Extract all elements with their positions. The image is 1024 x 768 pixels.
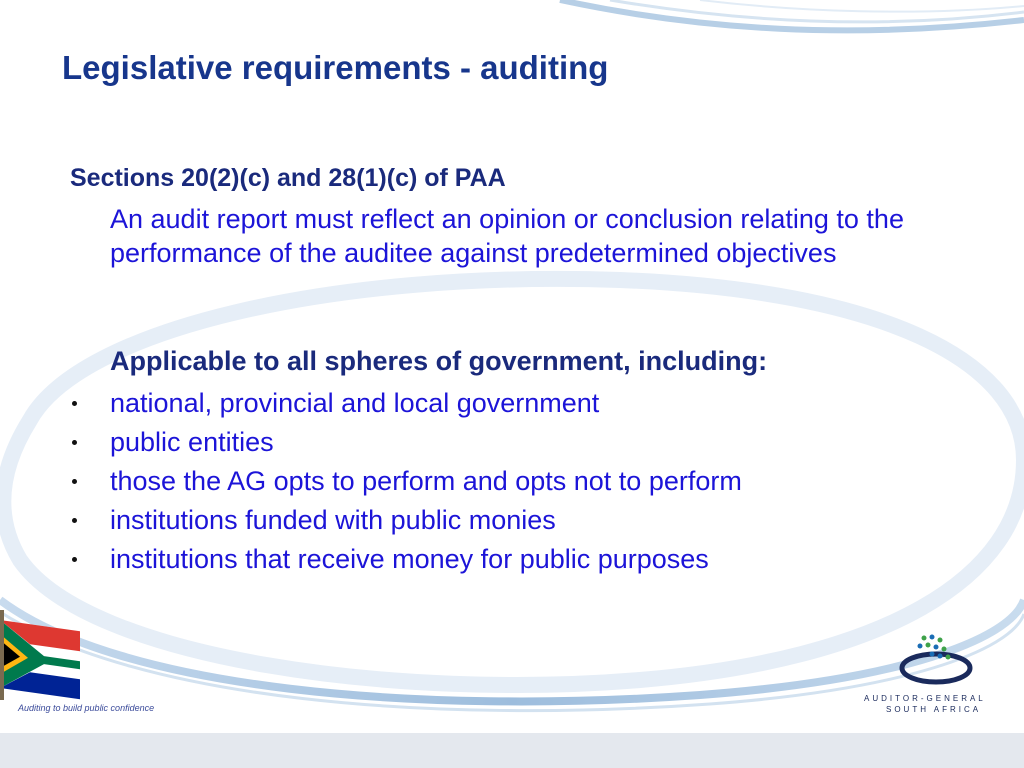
slide-title: Legislative requirements - auditing — [62, 49, 609, 86]
footer-band — [0, 733, 1024, 768]
auditor-general-logo-icon — [898, 632, 978, 688]
bullet-icon — [72, 518, 77, 523]
paragraph-text: An audit report must reflect an opinion or conclusion relating to the performance of the auditee against predetermined objectives — [110, 204, 904, 268]
south-africa-flag-icon — [0, 610, 95, 700]
logo-line1: AUDITOR-GENERAL — [864, 694, 986, 703]
logo-line2: SOUTH AFRICA — [886, 705, 982, 714]
sub-heading: Applicable to all spheres of government, including: — [110, 346, 768, 376]
bullet-icon — [72, 401, 77, 406]
bullet-text: institutions that receive money for public purposes — [110, 544, 709, 574]
bullet-icon — [72, 557, 77, 562]
bullet-text: institutions funded with public monies — [110, 505, 556, 535]
bullet-icon — [72, 440, 77, 445]
bullet-icon — [72, 479, 77, 484]
tagline: Auditing to build public confidence — [18, 703, 155, 713]
bullet-text: national, provincial and local government — [110, 388, 600, 418]
section-heading: Sections 20(2)(c) and 28(1)(c) of PAA — [70, 164, 506, 192]
bullet-text: public entities — [110, 427, 274, 457]
bullet-text: those the AG opts to perform and opts not to perform — [110, 466, 742, 496]
